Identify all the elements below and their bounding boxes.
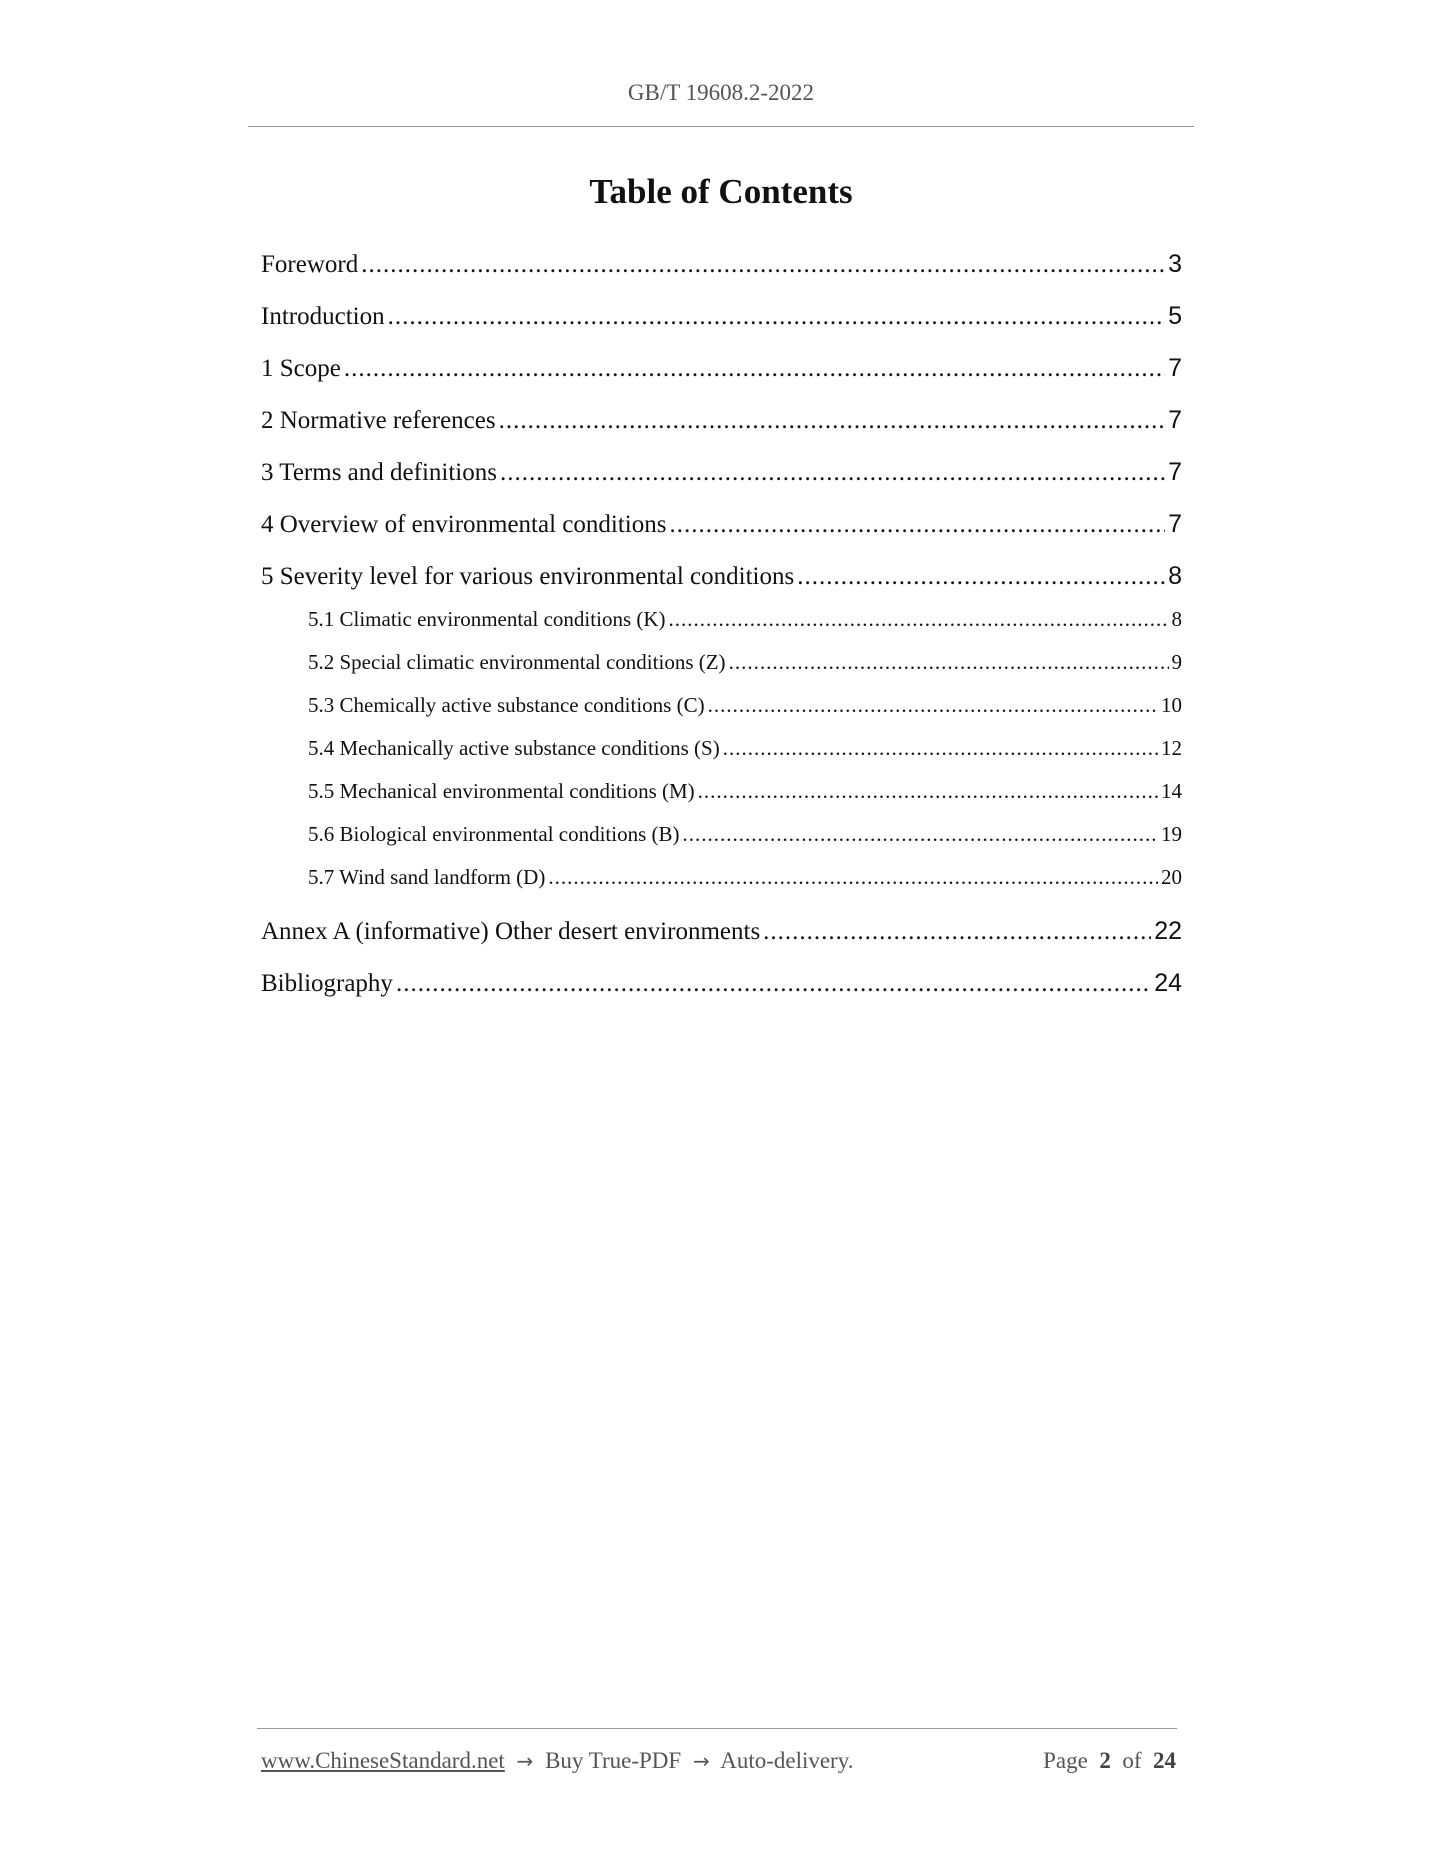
toc-entry-page: 8 <box>1171 607 1182 631</box>
toc-entry-label: Introduction <box>261 303 385 330</box>
page-total: 24 <box>1153 1748 1176 1773</box>
arrow-right-icon: → <box>516 1749 534 1773</box>
toc-entry-page: 9 <box>1171 650 1182 674</box>
toc-entry-label: Foreword <box>261 251 359 278</box>
toc-entry-label: 5.2 Special climatic environmental conditions (Z) <box>308 650 726 674</box>
toc-leader-dots <box>698 779 1158 804</box>
toc-entry-bibliography[interactable] <box>261 969 1182 1003</box>
footer-step-delivery: Auto-delivery. <box>720 1748 854 1773</box>
toc-entry-normative-references[interactable] <box>261 406 1182 440</box>
page-number <box>1043 1748 1176 1774</box>
toc-entry-page: 19 <box>1161 822 1182 846</box>
toc-entry-page: 7 <box>1168 458 1182 486</box>
toc-leader-dots <box>797 563 1165 591</box>
header-divider <box>248 126 1194 127</box>
toc-entry-page: 14 <box>1161 779 1182 803</box>
toc-entry-overview[interactable] <box>261 510 1182 544</box>
toc-entry-page: 12 <box>1161 736 1182 760</box>
document-id: GB/T 19608.2-2022 <box>627 80 815 105</box>
toc-entry-label: 3 Terms and definitions <box>261 459 497 486</box>
page-current: 2 <box>1099 1748 1111 1773</box>
arrow-right-icon: → <box>692 1749 710 1773</box>
toc-title: Table of Contents <box>589 172 853 211</box>
toc-entry-label: 5 Severity level for various environmental conditions <box>261 563 795 590</box>
toc-leader-dots <box>396 970 1151 998</box>
toc-leader-dots <box>708 693 1158 718</box>
toc-leader-dots <box>669 607 1169 632</box>
website-link[interactable]: www.ChineseStandard.net <box>261 1748 505 1773</box>
toc-entry-label: 5.4 Mechanically active substance conditions (S) <box>308 736 720 760</box>
toc-leader-dots <box>499 407 1165 435</box>
of-word: of <box>1122 1748 1142 1773</box>
toc-entry-introduction[interactable] <box>261 302 1182 336</box>
toc-entry-label: 5.5 Mechanical environmental conditions (M) <box>308 779 695 803</box>
page-header <box>248 80 1194 106</box>
toc-leader-dots <box>729 650 1169 675</box>
toc-entry-label: Bibliography <box>261 970 393 997</box>
toc-entry-label: 5.3 Chemically active substance conditions (C) <box>308 693 705 717</box>
toc-entry-scope[interactable] <box>261 354 1182 388</box>
toc-leader-dots <box>683 822 1158 847</box>
toc-entry-label: Annex A (informative) Other desert environments <box>261 918 761 945</box>
toc-entry-page: 20 <box>1161 865 1182 889</box>
toc-entry-5-1[interactable] <box>308 607 1182 637</box>
toc-entry-5-6[interactable] <box>308 822 1182 852</box>
toc-entry-5-2[interactable] <box>308 650 1182 680</box>
toc-leader-dots <box>669 511 1165 539</box>
toc-entry-page: 7 <box>1168 406 1182 434</box>
toc-entry-label: 2 Normative references <box>261 407 496 434</box>
toc-entry-foreword[interactable] <box>261 250 1182 284</box>
toc-entry-label: 5.7 Wind sand landform (D) <box>308 865 546 889</box>
toc-entry-page: 8 <box>1168 562 1182 590</box>
toc-entry-5-5[interactable] <box>308 779 1182 809</box>
toc-entry-label: 4 Overview of environmental conditions <box>261 511 667 538</box>
toc-leader-dots <box>361 251 1165 279</box>
toc-entry-5-7[interactable] <box>308 865 1182 895</box>
toc-entry-label: 1 Scope <box>261 355 341 382</box>
toc-leader-dots <box>344 355 1165 383</box>
toc-entry-annex-a[interactable] <box>261 917 1182 951</box>
toc-leader-dots <box>763 918 1151 946</box>
footer-step-buy: Buy True-PDF <box>545 1748 682 1773</box>
toc-leader-dots <box>388 303 1166 331</box>
toc-leader-dots <box>548 865 1158 890</box>
toc-entry-page: 10 <box>1161 693 1182 717</box>
toc-entry-5-4[interactable] <box>308 736 1182 766</box>
toc-entry-page: 22 <box>1154 917 1182 945</box>
footer-divider <box>257 1728 1177 1729</box>
footer-promo <box>261 1748 853 1774</box>
toc-entry-label: 5.6 Biological environmental conditions (B) <box>308 822 680 846</box>
toc-leader-dots <box>723 736 1158 761</box>
toc-entry-page: 7 <box>1168 510 1182 538</box>
toc-entry-terms-and-definitions[interactable] <box>261 458 1182 492</box>
toc-entry-page: 3 <box>1168 250 1182 278</box>
toc-entry-label: 5.1 Climatic environmental conditions (K) <box>308 607 666 631</box>
toc-entry-5-3[interactable] <box>308 693 1182 723</box>
toc-entry-page: 7 <box>1168 354 1182 382</box>
toc-entry-page: 5 <box>1168 302 1182 330</box>
page-word: Page <box>1043 1748 1088 1773</box>
toc-entry-severity-level[interactable] <box>261 562 1182 596</box>
toc-entry-page: 24 <box>1154 969 1182 997</box>
toc-leader-dots <box>500 459 1165 487</box>
